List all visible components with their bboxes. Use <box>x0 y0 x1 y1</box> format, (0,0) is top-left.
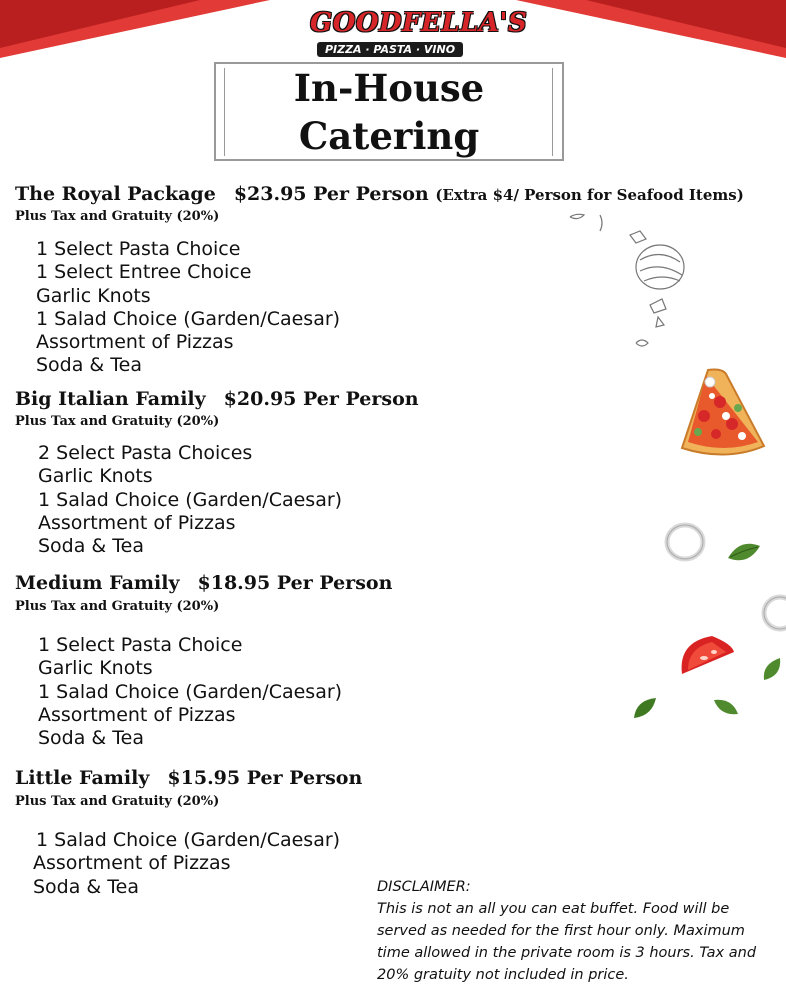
pasta-sketch-icon <box>560 205 690 355</box>
list-item: Garlic Knots <box>38 657 153 680</box>
package-big-italian-tax-note: Plus Tax and Gratuity (20%) <box>15 414 220 429</box>
list-item: 1 Salad Choice (Garden/Caesar) <box>38 680 343 703</box>
logo-main-text: GOODFELLA'S <box>310 8 528 38</box>
disclaimer-body: This is not an all you can eat buffet. Food will be served as needed for the first hour only. Maximum time allowed in the private room is 3 hours. Tax and 20% gratuity not included in price. <box>377 901 757 983</box>
list-item: 2 Select Pasta Choices <box>38 442 253 464</box>
disclaimer-heading: DISCLAIMER: <box>377 879 471 895</box>
list-item: 1 Salad Choice (Garden/Caesar) <box>36 829 341 851</box>
tomato-slice-icon <box>676 632 736 680</box>
list-item: Soda & Tea <box>33 875 139 898</box>
disclaimer <box>377 876 782 986</box>
list-item: Assortment of Pizzas <box>33 852 231 875</box>
list-item: 1 Salad Choice (Garden/Caesar) <box>38 488 343 511</box>
basil-leaf-icon <box>712 696 740 720</box>
package-medium-items <box>38 634 342 750</box>
logo-sub-text: PIZZA · PASTA · VINO <box>317 42 463 57</box>
package-little-heading <box>15 767 362 789</box>
list-item: Garlic Knots <box>38 465 153 488</box>
page-title <box>214 62 564 160</box>
title-frame <box>214 62 564 162</box>
list-item: Soda & Tea <box>36 354 142 377</box>
list-item: Assortment of Pizzas <box>36 331 234 354</box>
package-royal-tax-note: Plus Tax and Gratuity (20%) <box>15 209 220 224</box>
package-name: The Royal Package <box>15 183 216 205</box>
package-royal-heading <box>15 183 744 205</box>
list-item: 1 Select Pasta Choice <box>38 634 243 656</box>
list-item: 1 Select Entree Choice <box>36 261 252 284</box>
title-line-2: Catering <box>298 114 480 158</box>
package-price: $20.95 Per Person <box>223 388 419 410</box>
onion-ring-icon <box>758 592 786 634</box>
basil-leaf-icon <box>726 540 762 564</box>
package-royal-items <box>36 238 340 378</box>
package-medium-heading <box>15 572 392 594</box>
onion-ring-icon <box>662 520 708 564</box>
package-big-italian-heading <box>15 388 419 410</box>
list-item: 1 Select Pasta Choice <box>36 238 241 260</box>
basil-leaf-icon <box>630 694 660 722</box>
list-item: Assortment of Pizzas <box>38 703 236 726</box>
package-medium-tax-note: Plus Tax and Gratuity (20%) <box>15 599 220 614</box>
package-little-items <box>33 829 341 899</box>
list-item: Assortment of Pizzas <box>38 511 236 534</box>
package-name: Big Italian Family <box>15 388 206 410</box>
list-item: Soda & Tea <box>38 535 144 558</box>
package-price: $18.95 Per Person <box>197 572 393 594</box>
title-line-1: In-House <box>293 66 485 110</box>
list-item: Soda & Tea <box>38 727 144 750</box>
package-extra-note: (Extra $4/ Person for Seafood Items) <box>435 186 744 204</box>
package-big-italian-items <box>38 442 342 558</box>
corner-ribbon-right-dark <box>586 0 786 48</box>
package-price: $23.95 Per Person <box>233 183 429 205</box>
corner-ribbon-left-dark <box>0 0 200 48</box>
brand-logo <box>310 8 528 60</box>
package-name: Medium Family <box>15 572 180 594</box>
list-item: 1 Salad Choice (Garden/Caesar) <box>36 307 341 330</box>
basil-leaf-icon <box>760 656 784 684</box>
package-little-tax-note: Plus Tax and Gratuity (20%) <box>15 794 220 809</box>
list-item: Garlic Knots <box>36 284 151 307</box>
package-price: $15.95 Per Person <box>167 767 363 789</box>
package-name: Little Family <box>15 767 150 789</box>
pizza-slice-icon <box>676 366 768 462</box>
